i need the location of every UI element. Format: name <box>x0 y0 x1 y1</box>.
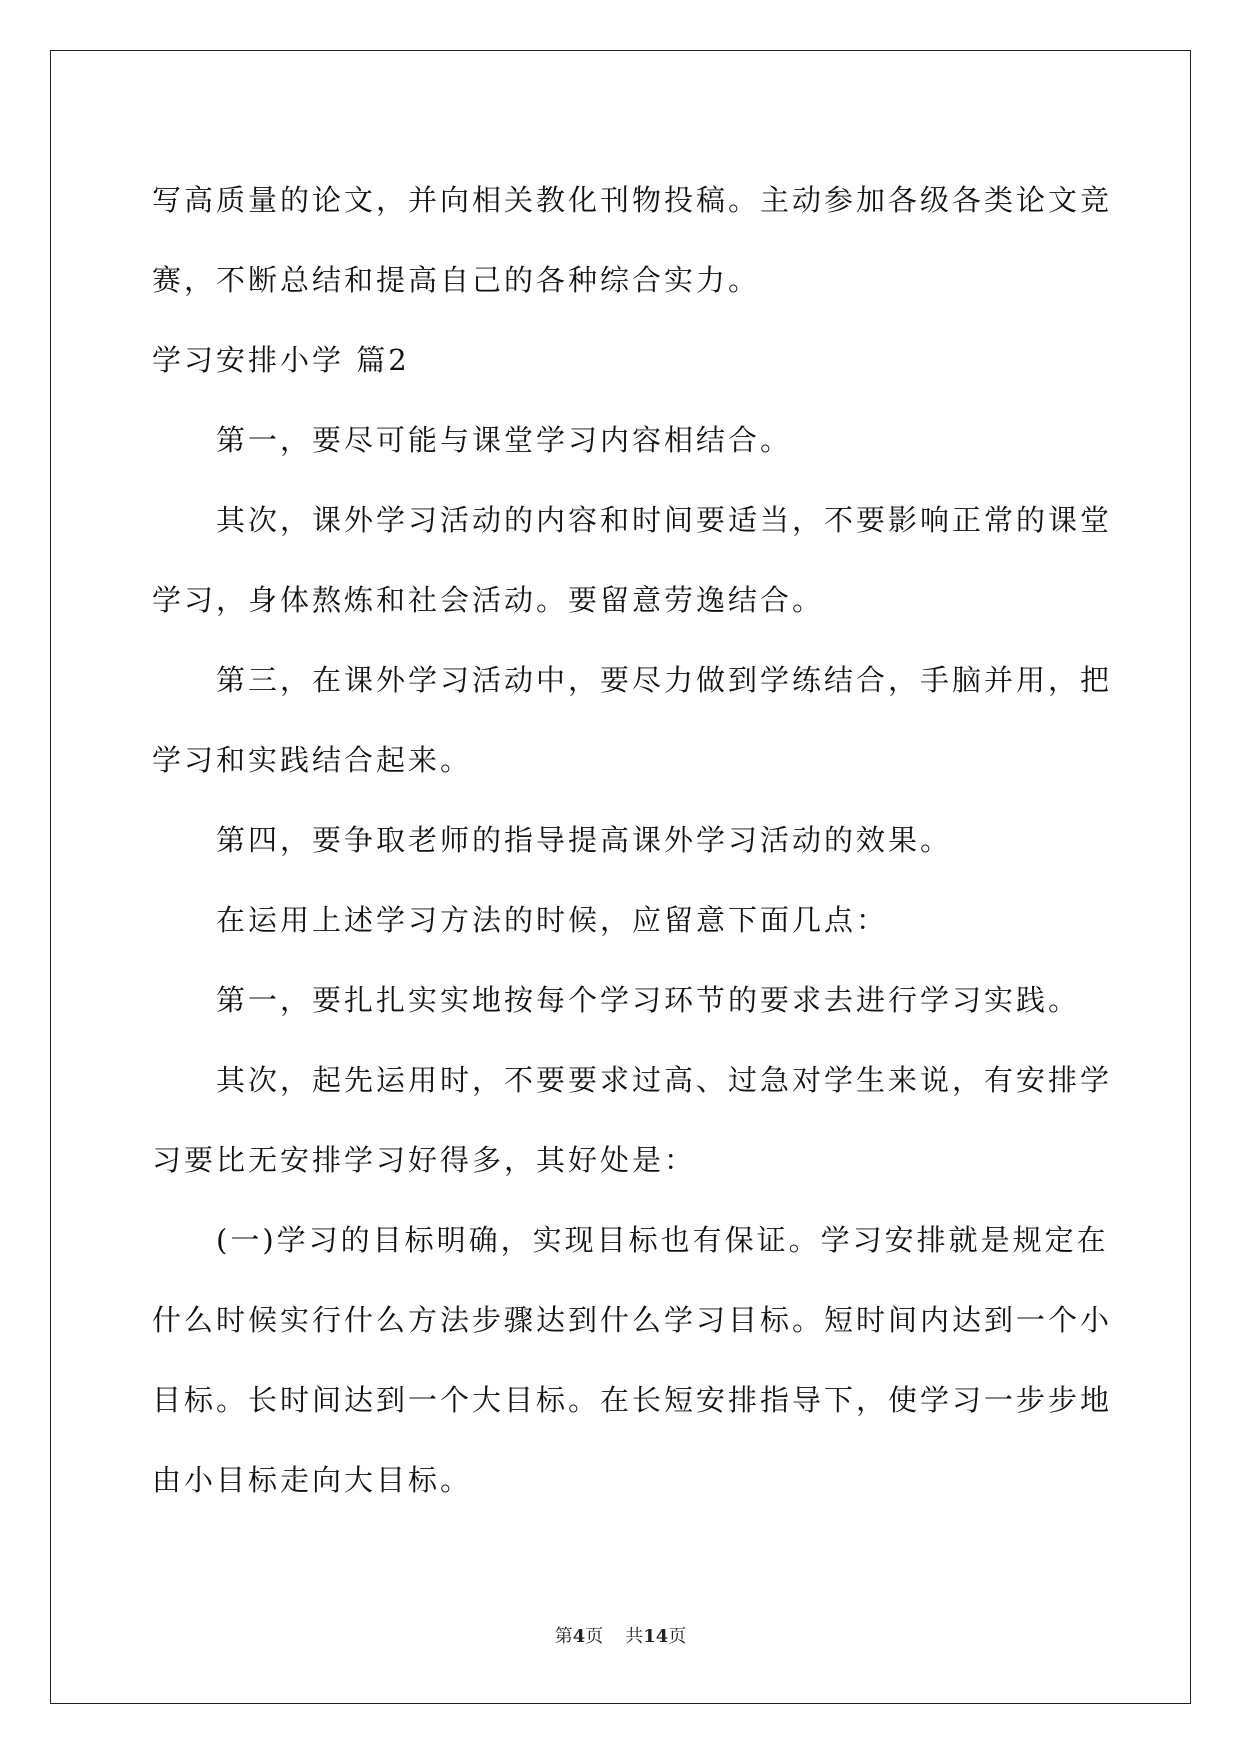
text-line-14: (一)学习的目标明确，实现目标也有保证。学习安排就是规定在 <box>216 1223 1109 1257</box>
text-line-4: 第一，要尽可能与课堂学习内容相结合。 <box>216 423 793 457</box>
page-total: 14 <box>643 1626 669 1647</box>
text-line-1: 写高质量的论文，并向相关教化刊物投稿。主动参加各级各类论文竞 <box>152 183 1113 217</box>
text-line-2: 赛，不断总结和提高自己的各种综合实力。 <box>152 263 761 297</box>
text-line-13: 习要比无安排学习好得多，其好处是： <box>152 1143 697 1177</box>
text-line-5: 其次，课外学习活动的内容和时间要适当，不要影响正常的课堂 <box>216 503 1113 537</box>
page-prefix: 第 <box>554 1626 573 1647</box>
text-line-15: 什么时候实行什么方法步骤达到什么学习目标。短时间内达到一个小 <box>152 1303 1113 1337</box>
text-line-10: 在运用上述学习方法的时候，应留意下面几点： <box>216 903 889 937</box>
text-line-11: 第一，要扎扎实实地按每个学习环节的要求去进行学习实践。 <box>216 983 1081 1017</box>
document-body <box>152 160 1113 1520</box>
page-current: 4 <box>572 1626 586 1647</box>
total-prefix: 共 <box>625 1626 644 1647</box>
text-line-17: 由小目标走向大目标。 <box>152 1463 473 1497</box>
page-footer <box>0 1625 1241 1649</box>
text-line-12: 其次，起先运用时，不要要求过高、过急对学生来说，有安排学 <box>216 1063 1113 1097</box>
text-line-9: 第四，要争取老师的指导提高课外学习活动的效果。 <box>216 823 953 857</box>
total-unit: 页 <box>668 1626 687 1647</box>
text-line-16: 目标。长时间达到一个大目标。在长短安排指导下，使学习一步步地 <box>152 1383 1113 1417</box>
section-heading: 学习安排小学 篇2 <box>152 343 410 377</box>
text-line-8: 学习和实践结合起来。 <box>152 743 473 777</box>
page-unit: 页 <box>585 1626 604 1647</box>
text-line-6: 学习，身体熬炼和社会活动。要留意劳逸结合。 <box>152 583 825 617</box>
text-line-7: 第三，在课外学习活动中，要尽力做到学练结合，手脑并用，把 <box>216 663 1113 697</box>
